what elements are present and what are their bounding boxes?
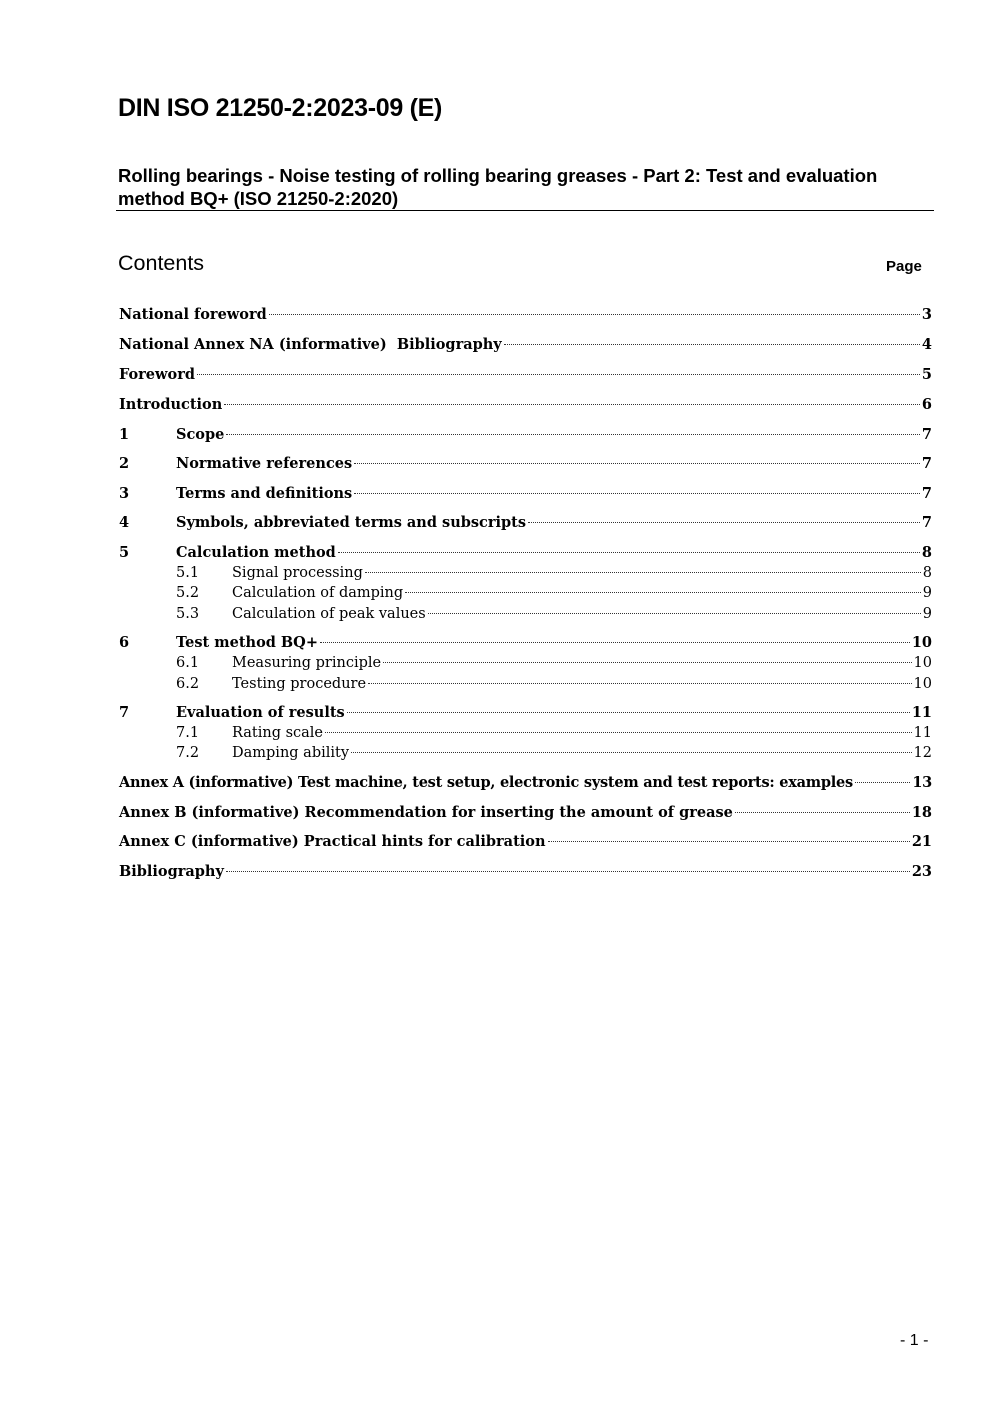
toc-entry-title: Calculation of peak values (232, 606, 426, 622)
toc-entry-title: Introduction (119, 396, 223, 413)
toc-leader (855, 782, 910, 783)
toc-entry-foreword[interactable] (119, 365, 932, 385)
contents-heading: Contents (118, 251, 205, 275)
toc-leader (428, 613, 921, 614)
toc-entry-title: National foreword (119, 306, 267, 323)
toc-entry-evaluation-of-results[interactable] (119, 703, 932, 723)
document-id: DIN ISO 21250-2:2023-09 (E) (118, 94, 443, 122)
toc-entry-title: National Annex NA (informative) Bibliography (119, 336, 502, 353)
toc-leader (320, 642, 910, 643)
document-title: Rolling bearings - Noise testing of rolling bearing greases - Part 2: Test and evaluation method BQ+ (ISO 21250-2:2020) (118, 165, 878, 209)
toc-leader (504, 344, 920, 345)
toc-entry-page: 12 (913, 745, 932, 761)
toc-leader (226, 434, 920, 435)
toc-leader (548, 841, 910, 842)
toc-entry-page: 7 (921, 426, 932, 443)
toc-entry-number: 3 (119, 485, 130, 502)
toc-entry-number: 5.3 (176, 606, 200, 622)
toc-entry-title: Symbols, abbreviated terms and subscripts (176, 514, 527, 531)
toc-entry-page: 3 (921, 306, 932, 323)
toc-entry-page: 11 (911, 704, 932, 721)
toc-leader (338, 552, 920, 553)
toc-entry-annex-c[interactable] (119, 832, 932, 852)
toc-entry-testing-procedure[interactable] (119, 674, 932, 694)
toc-entry-page: 8 (921, 544, 932, 561)
toc-entry-number: 6.1 (176, 655, 200, 671)
toc-leader (405, 592, 921, 593)
toc-leader (354, 493, 920, 494)
toc-entry-normative-references[interactable] (119, 454, 932, 474)
toc-entry-page: 4 (921, 336, 932, 353)
toc-entry-damping-ability[interactable] (119, 743, 932, 763)
toc-entry-calculation-method[interactable] (119, 543, 932, 563)
toc-entry-terms-and-definitions[interactable] (119, 484, 932, 504)
toc-entry-page: 6 (921, 396, 932, 413)
toc-leader (365, 572, 921, 573)
toc-entry-title: Annex C (informative) Practical hints for calibration (119, 833, 546, 850)
toc-entry-number: 6.2 (176, 676, 200, 692)
toc-leader (735, 812, 910, 813)
page-number: - 1 - (900, 1332, 929, 1349)
toc-entry-bibliography[interactable] (119, 862, 932, 882)
toc-entry-national-foreword[interactable] (119, 305, 932, 325)
toc-entry-title: Annex A (informative) Test machine, test setup, electronic system and test reports: examples (119, 774, 853, 791)
title-divider (116, 210, 934, 211)
toc-entry-title: Scope (176, 426, 225, 443)
toc-entry-number: 7.1 (176, 725, 200, 741)
toc-entry-page: 10 (911, 634, 932, 651)
toc-entry-page: 5 (921, 366, 932, 383)
toc-entry-page: 10 (913, 655, 932, 671)
toc-entry-page: 7 (921, 485, 932, 502)
toc-entry-page: 9 (922, 585, 932, 601)
toc-entry-national-annex-na[interactable] (119, 335, 932, 355)
toc-entry-number: 2 (119, 455, 130, 472)
toc-entry-title: Test method BQ+ (176, 634, 318, 651)
toc-entry-number: 7.2 (176, 745, 200, 761)
toc-leader (347, 712, 910, 713)
toc-entry-title: Measuring principle (232, 655, 382, 671)
toc-leader (528, 522, 920, 523)
toc-entry-annex-b[interactable] (119, 803, 932, 823)
toc-entry-signal-processing[interactable] (119, 563, 932, 583)
toc-entry-title: Foreword (119, 366, 195, 383)
toc-entry-measuring-principle[interactable] (119, 653, 932, 673)
toc-entry-number: 5.2 (176, 585, 200, 601)
toc-entry-page: 7 (921, 514, 932, 531)
toc-entry-page: 9 (922, 606, 932, 622)
toc-entry-test-method[interactable] (119, 633, 932, 653)
toc-entry-page: 7 (921, 455, 932, 472)
toc-entry-title: Calculation method (176, 544, 336, 561)
toc-leader (383, 662, 911, 663)
toc-entry-page: 13 (912, 774, 932, 791)
toc-entry-number: 5.1 (176, 565, 200, 581)
toc-leader (368, 683, 912, 684)
toc-entry-number: 6 (119, 634, 130, 651)
toc-entry-title: Testing procedure (232, 676, 367, 692)
toc-entry-title: Normative references (176, 455, 353, 472)
toc-entry-number: 7 (119, 704, 130, 721)
toc-entry-page: 10 (913, 676, 932, 692)
toc-leader (354, 463, 920, 464)
toc-entry-page: 21 (911, 833, 932, 850)
toc-entry-title: Calculation of damping (232, 585, 404, 601)
toc-entry-page: 8 (922, 565, 932, 581)
toc-entry-introduction[interactable] (119, 395, 932, 415)
toc-leader (224, 404, 920, 405)
toc-entry-number: 1 (119, 426, 130, 443)
toc-entry-title: Signal processing (232, 565, 363, 581)
toc-entry-title: Annex B (informative) Recommendation for inserting the amount of grease (119, 804, 733, 821)
toc-entry-page: 11 (913, 725, 932, 741)
toc-entry-title: Damping ability (232, 745, 350, 761)
toc-entry-title: Bibliography (119, 863, 224, 880)
toc-entry-scope[interactable] (119, 425, 932, 445)
toc-leader (351, 752, 912, 753)
page-column-heading: Page (886, 258, 922, 275)
toc-entry-rating-scale[interactable] (119, 723, 932, 743)
toc-leader (269, 314, 920, 315)
toc-entry-number: 5 (119, 544, 130, 561)
toc-entry-page: 23 (911, 863, 932, 880)
toc-leader (197, 374, 920, 375)
toc-entry-calculation-of-peak-values[interactable] (119, 604, 932, 624)
toc-entry-title: Rating scale (232, 725, 324, 741)
toc-leader (226, 871, 910, 872)
toc-entry-symbols[interactable] (119, 513, 932, 533)
toc-entry-title: Terms and definitions (176, 485, 353, 502)
toc-entry-page: 18 (911, 804, 932, 821)
toc-entry-number: 4 (119, 514, 130, 531)
toc-entry-title: Evaluation of results (176, 704, 345, 721)
toc-entry-calculation-of-damping[interactable] (119, 583, 932, 603)
toc-leader (325, 732, 912, 733)
toc-entry-annex-a[interactable] (119, 773, 932, 793)
